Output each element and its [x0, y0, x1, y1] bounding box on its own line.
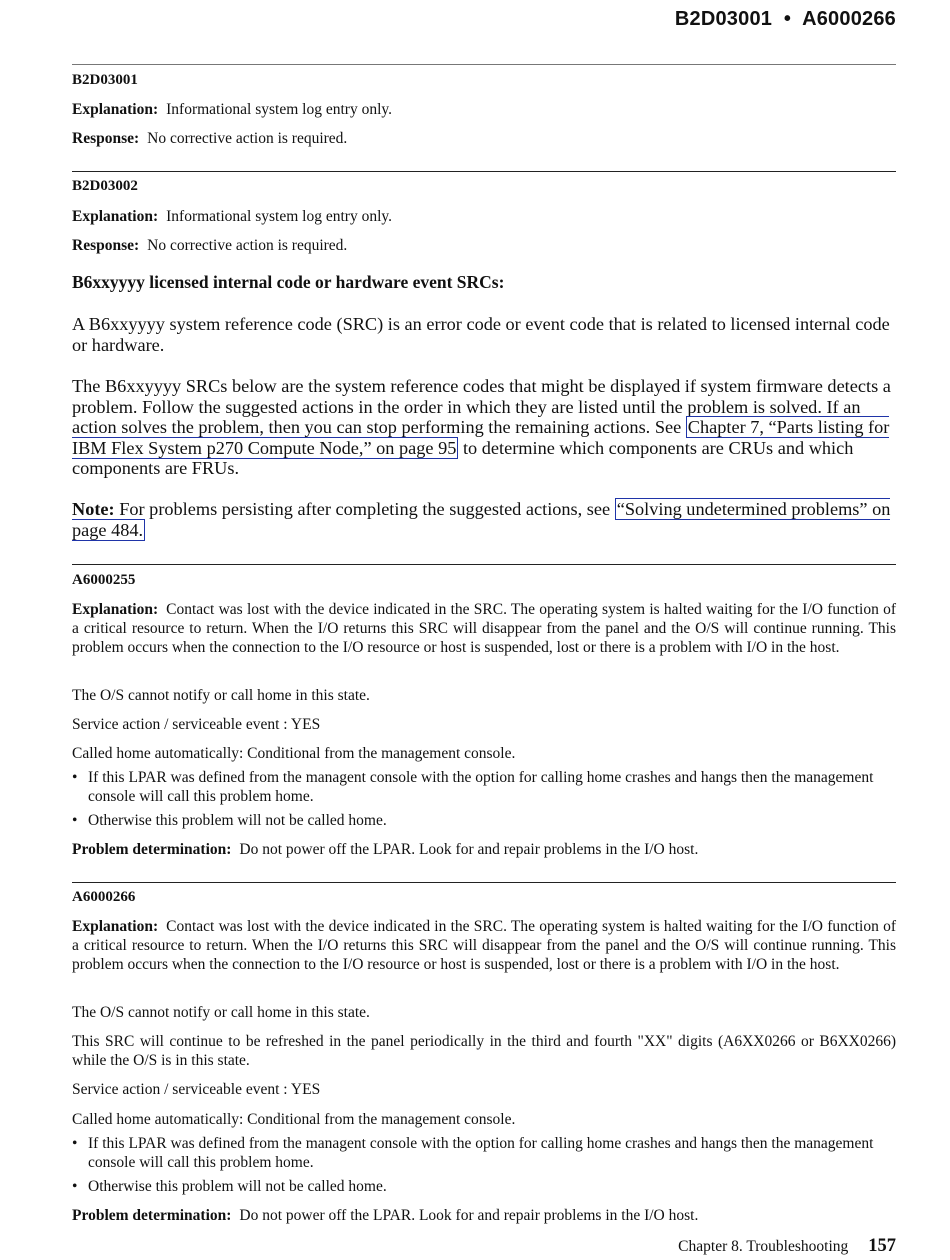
os-note-a6000255: The O/S cannot notify or call home in this state.: [72, 687, 370, 704]
list-item-text: Otherwise this problem will not be called home.: [88, 812, 387, 829]
note-text: For problems persisting after completing the suggested actions, see: [114, 499, 615, 519]
header-right-code: A6000266: [802, 8, 896, 30]
response-label: Response:: [72, 237, 140, 254]
explanation-a6000266: [72, 917, 896, 974]
divider: [72, 564, 896, 565]
response-b2d03002: [72, 236, 896, 255]
problem-determination-text: Do not power off the LPAR. Look for and repair problems in the I/O host.: [239, 841, 699, 858]
explanation-a6000255: [72, 600, 896, 657]
note-label: Note:: [72, 499, 115, 519]
response-text: No corrective action is required.: [147, 237, 348, 254]
explanation-b2d03002: [72, 207, 896, 226]
src-code-a6000255: A6000255: [72, 572, 136, 588]
src-code-b2d03001: B2D03001: [72, 72, 138, 88]
section-paragraph: [72, 376, 896, 479]
explanation-text: Contact was lost with the device indicated in the SRC. The operating system is halted waiting for the I/O function of a critical resource to return. When the I/O returns this SRC will disappear from the panel and the O/S will continue running. This problem occurs when the connection to the I/O resource or host is suspended, lost or there is a problem with I/O in the host.: [72, 918, 896, 973]
src-code-b2d03002: B2D03002: [72, 178, 138, 194]
src-code-a6000266: A6000266: [72, 889, 136, 905]
response-text: No corrective action is required.: [147, 130, 348, 147]
explanation-label: Explanation:: [72, 101, 159, 118]
list-item: [72, 768, 896, 806]
explanation-label: Explanation:: [72, 601, 159, 618]
list-item-text: If this LPAR was defined from the managent console with the option for calling home crashes and hangs then the management console will call this problem home.: [88, 769, 874, 805]
response-label: Response:: [72, 130, 140, 147]
problem-determination-text: Do not power off the LPAR. Look for and repair problems in the I/O host.: [239, 1207, 699, 1224]
page-number: 157: [868, 1236, 896, 1256]
problem-determination-label: Problem determination:: [72, 1207, 232, 1224]
section-intro: A B6xxyyyy system reference code (SRC) is an error code or event code that is related to licensed internal code or hardware.: [72, 314, 890, 355]
footer-chapter: Chapter 8. Troubleshooting: [678, 1238, 849, 1255]
page-footer: [678, 1236, 896, 1257]
solving-undetermined-problems-link[interactable]: “Solving undetermined problems” on page 484.: [72, 499, 891, 540]
problem-determination-a6000255: [72, 840, 896, 859]
os-note-a6000266: The O/S cannot notify or call home in this state.: [72, 1004, 370, 1021]
explanation-label: Explanation:: [72, 208, 159, 225]
service-action-a6000266: Service action / serviceable event : YES: [72, 1081, 321, 1098]
explanation-label: Explanation:: [72, 918, 159, 935]
running-header: [675, 8, 896, 31]
problem-determination-label: Problem determination:: [72, 841, 232, 858]
service-action-a6000255: Service action / serviceable event : YES: [72, 716, 321, 733]
bullet-icon: •: [72, 812, 78, 829]
divider: [72, 64, 896, 65]
section-note: [72, 499, 896, 540]
response-b2d03001: [72, 129, 896, 148]
called-home-a6000255: Called home automatically: Conditional from the management console.: [72, 745, 516, 762]
problem-determination-a6000266: [72, 1206, 896, 1225]
list-item: [72, 811, 896, 830]
list-item-text: Otherwise this problem will not be called home.: [88, 1178, 387, 1195]
divider: [72, 171, 896, 172]
paragraph-text: The B6xxyyyy SRCs below are the system reference codes that might be displayed if system firmware detects a problem. Follow the suggested actions in the order in which they are listed until the problem is solved. If an action solves the problem, then you can stop performing the remaining actions. See: [72, 376, 891, 437]
bullet-icon: •: [72, 769, 78, 786]
explanation-b2d03001: [72, 100, 896, 119]
chapter-7-parts-link[interactable]: Chapter 7, “Parts listing for IBM Flex System p270 Compute Node,” on page 95: [72, 417, 890, 458]
explanation-text: Informational system log entry only.: [166, 101, 392, 118]
explanation-text: Informational system log entry only.: [166, 208, 392, 225]
section-heading: B6xxyyyy licensed internal code or hardware event SRCs:: [72, 272, 505, 292]
bullet-icon: •: [72, 1135, 78, 1152]
called-home-a6000266: Called home automatically: Conditional from the management console.: [72, 1111, 516, 1128]
list-item: [72, 1177, 896, 1196]
refresh-note-a6000266: This SRC will continue to be refreshed in the panel periodically in the third and fourth "XX" digits (A6XX0266 or B6XX0266) while the O/S is in this state.: [72, 1033, 896, 1069]
bullet-icon: •: [72, 1178, 78, 1195]
list-item: [72, 1134, 896, 1172]
explanation-text: Contact was lost with the device indicated in the SRC. The operating system is halted waiting for the I/O function of a critical resource to return. When the I/O returns this SRC will disappear from the panel and the O/S will continue running. This problem occurs when the connection to the I/O resource or host is suspended, lost or there is a problem with I/O in the host.: [72, 601, 896, 656]
header-separator: •: [783, 8, 792, 30]
divider: [72, 882, 896, 883]
paragraph-text: to determine which components are CRUs and which components are FRUs.: [72, 437, 854, 478]
header-left-code: B2D03001: [674, 8, 773, 30]
list-item-text: If this LPAR was defined from the managent console with the option for calling home crashes and hangs then the management console will call this problem home.: [88, 1135, 874, 1171]
